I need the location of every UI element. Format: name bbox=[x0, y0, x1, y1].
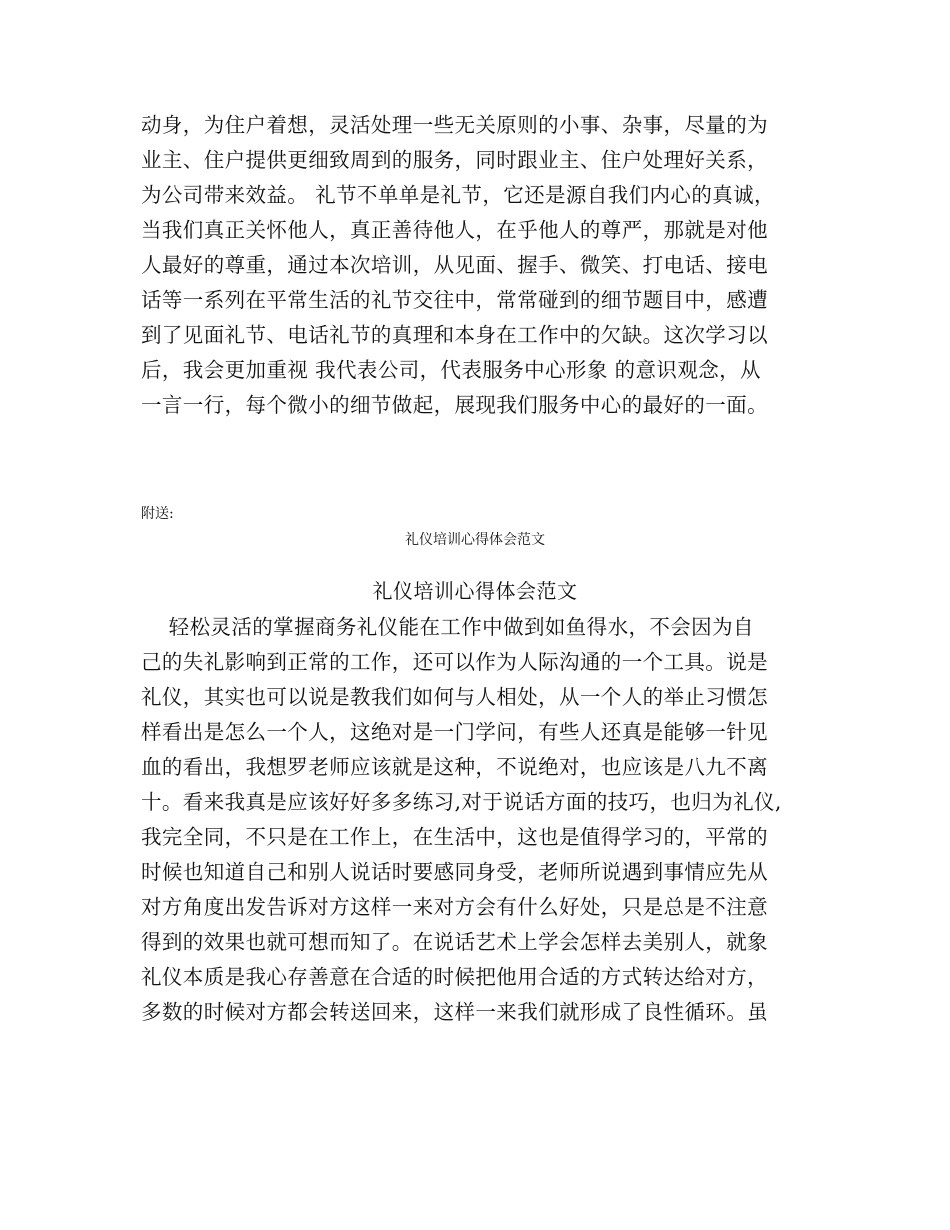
paragraph-line: 轻松灵活的掌握商务礼仪能在工作中做到如鱼得水，不会因为自 bbox=[141, 615, 754, 639]
page-title: 礼仪培训心得体会范文 bbox=[372, 579, 578, 603]
paragraph-line: 礼仪本质是我心存善意在合适的时候把他用合适的方式转达给对方， bbox=[141, 965, 768, 989]
appendix-label: 附送: bbox=[141, 506, 174, 522]
paragraph-line: 后，我会更加重视 我代表公司，代表服务中心形象 的意识观念，从 bbox=[141, 358, 761, 382]
paragraph-line: 己的失礼影响到正常的工作，还可以作为人际沟通的一个工具。说是 bbox=[141, 650, 768, 674]
paragraph-line: 礼仪，其实也可以说是教我们如何与人相处，从一个人的举止习惯怎 bbox=[141, 685, 768, 709]
paragraph-line: 得到的效果也就可想而知了。在说话艺术上学会怎样去美别人，就象 bbox=[141, 930, 768, 954]
paragraph-line: 业主、住户提供更细致周到的服务，同时跟业主、住户处理好关系， bbox=[141, 148, 768, 172]
paragraph-line: 十。看来我真是应该好好多多练习,对于说话方面的技巧，也归为礼仪, bbox=[141, 790, 782, 814]
top-paragraph bbox=[141, 108, 811, 423]
paragraph-line: 到了见面礼节、电话礼节的真理和本身在工作中的欠缺。这次学习以 bbox=[141, 323, 768, 347]
paragraph-line: 话等一系列在平常生活的礼节交往中，常常碰到的细节题目中，感遭 bbox=[141, 288, 768, 312]
paragraph-line: 血的看出，我想罗老师应该就是这种，不说绝对，也应该是八九不离 bbox=[141, 755, 768, 779]
paragraph-line: 对方角度出发告诉对方这样一来对方会有什么好处，只是总是不注意 bbox=[141, 895, 768, 919]
paragraph-line: 样看出是怎么一个人，这绝对是一门学问，有些人还真是能够一针见 bbox=[141, 720, 768, 744]
paragraph-line: 时候也知道自己和别人说话时要感同身受，老师所说遇到事情应先从 bbox=[141, 860, 768, 884]
small-title: 礼仪培训心得体会范文 bbox=[405, 532, 545, 548]
paragraph-line: 动身，为住户着想，灵活处理一些无关原则的小事、杂事，尽量的为 bbox=[141, 113, 768, 137]
paragraph-line: 一言一行，每个微小的细节做起，展现我们服务中心的最好的一面。 bbox=[141, 393, 768, 417]
paragraph-line: 当我们真正关怀他人，真正善待他人，在乎他人的尊严，那就是对他 bbox=[141, 218, 768, 242]
paragraph-line: 我完全同，不只是在工作上，在生活中，这也是值得学习的，平常的 bbox=[141, 825, 768, 849]
body-paragraph bbox=[141, 610, 811, 1030]
paragraph-line: 多数的时候对方都会转送回来，这样一来我们就形成了良性循环。虽 bbox=[141, 1000, 768, 1024]
paragraph-line: 人最好的尊重，通过本次培训，从见面、握手、微笑、打电话、接电 bbox=[141, 253, 768, 277]
paragraph-line: 为公司带来效益。 礼节不单单是礼节，它还是源自我们内心的真诚， bbox=[141, 183, 775, 207]
